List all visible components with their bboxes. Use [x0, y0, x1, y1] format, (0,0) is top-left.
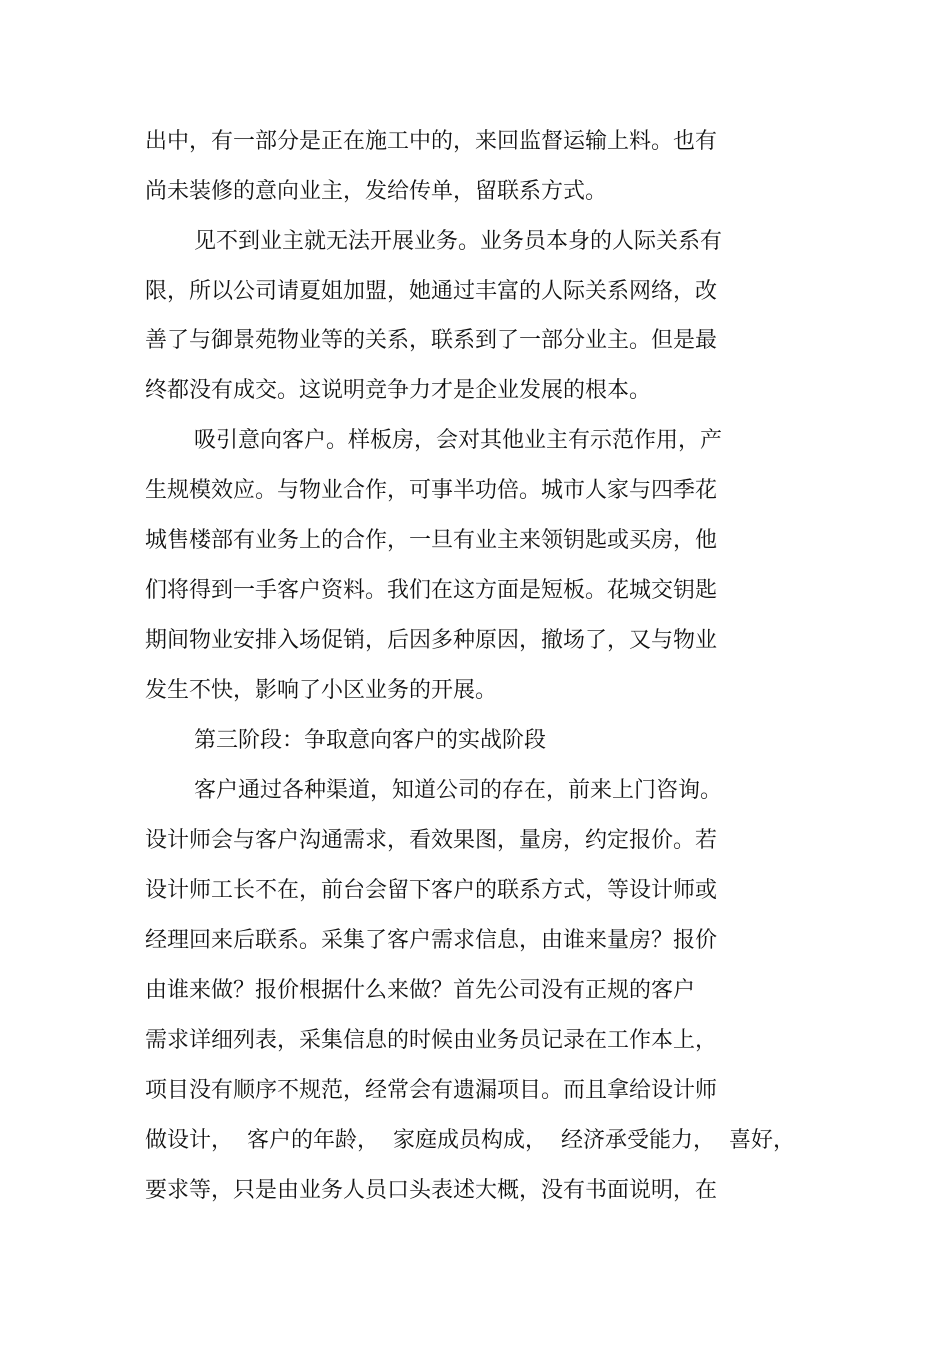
text-line: 们将得到一手客户资料。我们在这方面是短板。花城交钥匙: [145, 578, 718, 603]
text-line: 做设计， 客户的年龄， 家庭成员构成， 经济承受能力， 喜好，: [145, 1128, 795, 1153]
paragraph-start-line: 见不到业主就无法开展业务。业务员本身的人际关系有: [194, 229, 723, 254]
text-line: 发生不快，影响了小区业务的开展。: [145, 678, 498, 703]
text-line: 需求详细列表，采集信息的时候由业务员记录在工作本上，: [145, 1028, 718, 1053]
paragraph-start-line: 吸引意向客户。样板房，会对其他业主有示范作用，产: [194, 428, 723, 453]
text-line: 要求等，只是由业务人员口头表述大概，没有书面说明，在: [145, 1178, 718, 1203]
text-line: 尚未装修的意向业主，发给传单，留联系方式。: [145, 179, 608, 204]
text-line: 限，所以公司请夏姐加盟，她通过丰富的人际关系网络，改: [145, 279, 718, 304]
text-line: 项目没有顺序不规范，经常会有遗漏项目。而且拿给设计师: [145, 1078, 718, 1103]
text-line: 设计师会与客户沟通需求，看效果图，量房，约定报价。若: [145, 828, 718, 853]
text-line: 经理回来后联系。采集了客户需求信息，由谁来量房？报价: [145, 928, 718, 953]
paragraph-start-line: 客户通过各种渠道，知道公司的存在，前来上门咨询。: [194, 778, 723, 803]
text-line: 设计师工长不在，前台会留下客户的联系方式，等设计师或: [145, 878, 718, 903]
text-line: 善了与御景苑物业等的关系，联系到了一部分业主。但是最: [145, 328, 718, 353]
text-line: 期间物业安排入场促销，后因多种原因，撤场了，又与物业: [145, 628, 718, 653]
text-line: 由谁来做？报价根据什么来做？首先公司没有正规的客户: [145, 978, 696, 1003]
text-line: 生规模效应。与物业合作，可事半功倍。城市人家与四季花: [145, 478, 718, 503]
section-heading: 第三阶段：争取意向客户的实战阶段: [194, 728, 547, 753]
text-line: 终都没有成交。这说明竞争力才是企业发展的根本。: [145, 378, 652, 403]
text-line: 出中，有一部分是正在施工中的，来回监督运输上料。也有: [145, 129, 718, 154]
text-line: 城售楼部有业务上的合作，一旦有业主来领钥匙或买房，他: [145, 528, 718, 553]
